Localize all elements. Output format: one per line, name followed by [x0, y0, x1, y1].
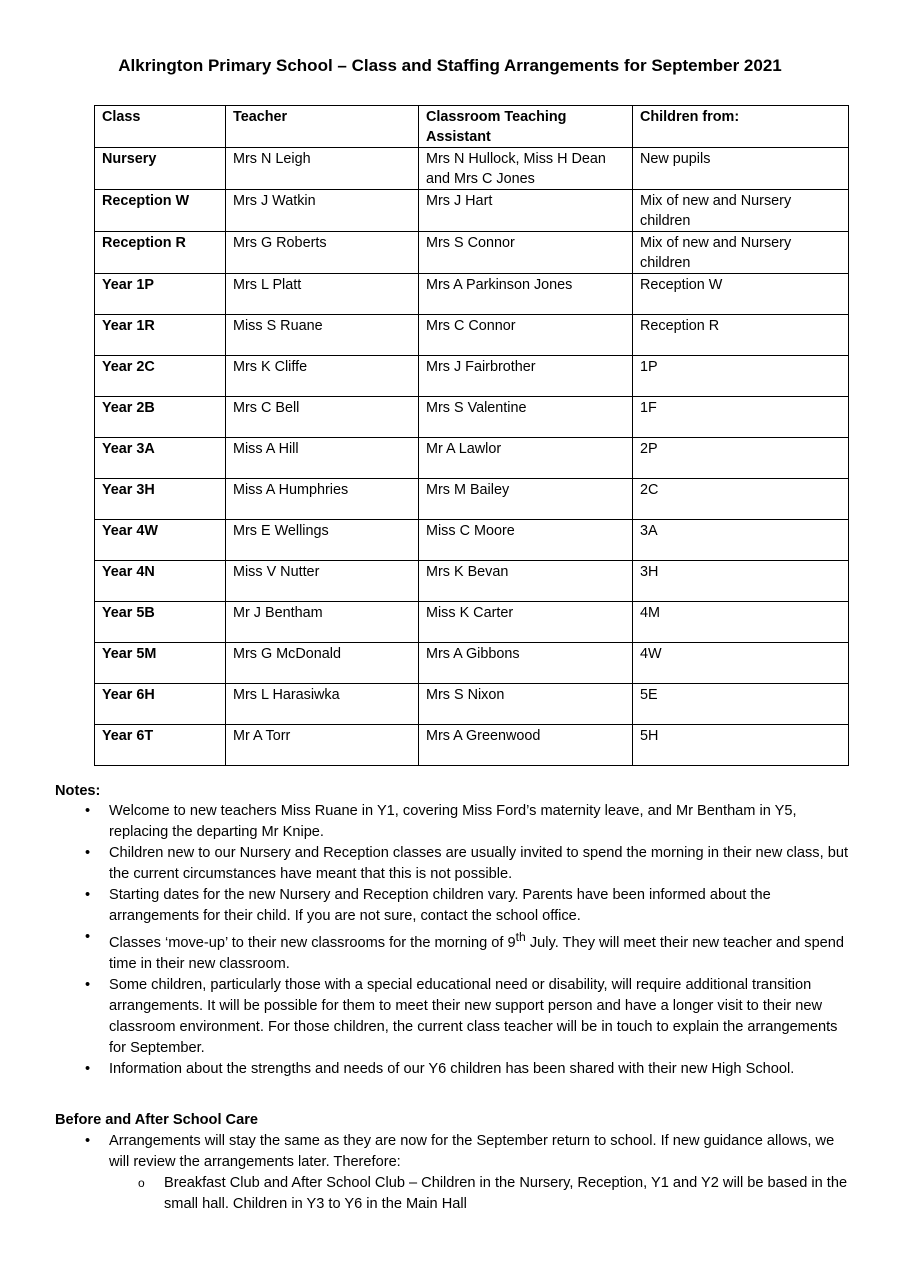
bullet-icon: •: [85, 845, 91, 861]
class-cell: Year 4N: [95, 561, 226, 602]
assistant-cell: Mrs J Fairbrother: [419, 356, 633, 397]
bullet-icon: •: [85, 1133, 91, 1149]
notes-heading: Notes:: [55, 783, 101, 799]
bullet-icon: •: [85, 976, 91, 993]
list-item: [55, 843, 855, 885]
assistant-cell: Mrs M Bailey: [419, 479, 633, 520]
assistant-cell: Miss K Carter: [419, 602, 633, 643]
care-text: Arrangements will stay the same as they are now for the September return to school. If new guidance allows, we will review the arrangements later. Therefore:: [109, 1133, 835, 1170]
teacher-cell: Mrs G Roberts: [226, 232, 419, 274]
teacher-cell: Miss A Humphries: [226, 479, 419, 520]
assistant-cell: Mrs J Hart: [419, 190, 633, 232]
note-text: Some children, particularly those with a special educational need or disability, will require additional transition arrangements. It will be possible for them to meet their new support person and have a longer visit to their new classroom environment. For those children, the current class teacher will be in touch to explain the arrangements for September.: [109, 976, 838, 1056]
circle-bullet-icon: o: [138, 1176, 145, 1190]
bullet-icon: •: [85, 929, 91, 945]
moveup-text-start: Classes ‘move-up’ to their new classrooms for the morning of 9: [109, 934, 516, 951]
class-cell: Year 3H: [95, 479, 226, 520]
children-from-cell: 1P: [633, 356, 849, 397]
bullet-icon: •: [85, 1060, 91, 1077]
assistant-cell: Mrs A Parkinson Jones: [419, 274, 633, 315]
list-item: [55, 1131, 855, 1215]
class-cell: Year 3A: [95, 438, 226, 479]
children-from-cell: Mix of new and Nursery children: [633, 190, 849, 232]
table-row: [95, 602, 849, 643]
care-heading: Before and After School Care: [55, 1112, 259, 1128]
children-from-cell: 3H: [633, 561, 849, 602]
list-item: [55, 1059, 855, 1080]
children-from-cell: 2C: [633, 479, 849, 520]
class-cell: Year 1R: [95, 315, 226, 356]
class-cell: Year 6H: [95, 684, 226, 725]
class-cell: Year 4W: [95, 520, 226, 561]
assistant-cell: Mrs A Gibbons: [419, 643, 633, 684]
list-item: [55, 975, 855, 1059]
children-from-cell: 4M: [633, 602, 849, 643]
moveup-text-end: July. They will meet their new teacher and spend time in their new classroom.: [109, 934, 845, 972]
children-from-cell: 5H: [633, 725, 849, 766]
teacher-cell: Mrs K Cliffe: [226, 356, 419, 397]
care-sublist: [109, 1173, 855, 1215]
header-children-from: Children from:: [633, 106, 849, 148]
class-cell: Year 2C: [95, 356, 226, 397]
assistant-cell: Mrs S Nixon: [419, 684, 633, 725]
table-row: [95, 190, 849, 232]
children-from-cell: 4W: [633, 643, 849, 684]
note-text: [109, 930, 845, 972]
table-body: [95, 148, 849, 766]
class-cell: Year 5M: [95, 643, 226, 684]
teacher-cell: Mr A Torr: [226, 725, 419, 766]
table-row: [95, 232, 849, 274]
staffing-table: [94, 105, 849, 766]
assistant-cell: Mrs N Hullock, Miss H Dean and Mrs C Jones: [419, 148, 633, 190]
care-subtext: Breakfast Club and After School Club – Children in the Nursery, Reception, Y1 and Y2 will be based in the small hall. Children in Y3 to Y6 in the Main Hall: [164, 1175, 848, 1212]
header-teacher: Teacher: [226, 106, 419, 148]
table-row: [95, 274, 849, 315]
children-from-cell: Mix of new and Nursery children: [633, 232, 849, 274]
teacher-cell: Mrs G McDonald: [226, 643, 419, 684]
assistant-cell: Mrs S Connor: [419, 232, 633, 274]
assistant-cell: Mrs S Valentine: [419, 397, 633, 438]
assistant-cell: Miss C Moore: [419, 520, 633, 561]
date-suffix: th: [515, 930, 526, 944]
table-row: [95, 561, 849, 602]
table-row: [95, 397, 849, 438]
class-cell: Year 2B: [95, 397, 226, 438]
table-row: [95, 479, 849, 520]
list-item: [55, 801, 855, 843]
notes-list: [55, 801, 855, 1080]
teacher-cell: Mrs L Platt: [226, 274, 419, 315]
children-from-cell: 2P: [633, 438, 849, 479]
class-cell: Year 1P: [95, 274, 226, 315]
header-class: Class: [95, 106, 226, 148]
header-teaching-assistant: Classroom Teaching Assistant: [419, 106, 633, 148]
teacher-cell: Mrs N Leigh: [226, 148, 419, 190]
class-cell: Reception W: [95, 190, 226, 232]
table-row: [95, 356, 849, 397]
table-row: [95, 520, 849, 561]
note-text: Information about the strengths and needs of our Y6 children has been shared with their new High School.: [109, 1060, 795, 1077]
teacher-cell: Mr J Bentham: [226, 602, 419, 643]
list-item: [55, 927, 855, 975]
document-title: Alkrington Primary School – Class and Staffing Arrangements for September 2021: [118, 56, 782, 75]
children-from-cell: Reception W: [633, 274, 849, 315]
list-item: [55, 885, 855, 927]
table-row: [95, 684, 849, 725]
teacher-cell: Mrs J Watkin: [226, 190, 419, 232]
teacher-cell: Mrs C Bell: [226, 397, 419, 438]
assistant-cell: Mr A Lawlor: [419, 438, 633, 479]
children-from-cell: New pupils: [633, 148, 849, 190]
table-row: [95, 315, 849, 356]
note-text: Children new to our Nursery and Reception classes are usually invited to spend the morning in their new class, but the current circumstances have meant that this is not possible.: [109, 845, 848, 882]
teacher-cell: Miss S Ruane: [226, 315, 419, 356]
bullet-icon: •: [85, 887, 91, 903]
table-row: [95, 725, 849, 766]
teacher-cell: Miss A Hill: [226, 438, 419, 479]
table-row: [95, 148, 849, 190]
class-cell: Nursery: [95, 148, 226, 190]
class-cell: Year 5B: [95, 602, 226, 643]
children-from-cell: 3A: [633, 520, 849, 561]
assistant-cell: Mrs K Bevan: [419, 561, 633, 602]
children-from-cell: 1F: [633, 397, 849, 438]
teacher-cell: Mrs E Wellings: [226, 520, 419, 561]
assistant-cell: Mrs C Connor: [419, 315, 633, 356]
care-list: [55, 1131, 855, 1215]
table-header-row: [95, 106, 849, 148]
children-from-cell: Reception R: [633, 315, 849, 356]
assistant-cell: Mrs A Greenwood: [419, 725, 633, 766]
note-text: Welcome to new teachers Miss Ruane in Y1, covering Miss Ford’s maternity leave, and Mr Bentham in Y5, replacing the departing Mr Knipe.: [109, 803, 797, 840]
note-text: Starting dates for the new Nursery and Reception children vary. Parents have been informed about the arrangements for their child. If you are not sure, contact the school office.: [109, 887, 771, 924]
bullet-icon: •: [85, 803, 91, 819]
teacher-cell: Mrs L Harasiwka: [226, 684, 419, 725]
table-row: [95, 438, 849, 479]
list-item: [109, 1173, 855, 1215]
children-from-cell: 5E: [633, 684, 849, 725]
teacher-cell: Miss V Nutter: [226, 561, 419, 602]
table-row: [95, 643, 849, 684]
class-cell: Year 6T: [95, 725, 226, 766]
class-cell: Reception R: [95, 232, 226, 274]
